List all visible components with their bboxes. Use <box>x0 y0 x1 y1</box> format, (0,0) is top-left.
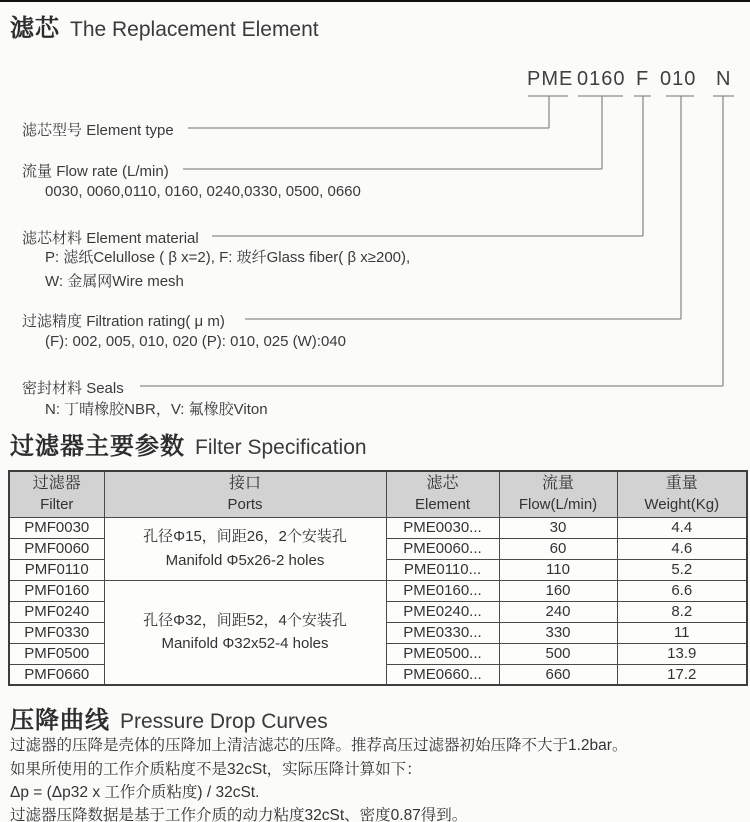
table-row: PMF0500 PME0500... 500 13.9 <box>9 643 747 664</box>
label-element-type: 滤芯型号 Element type <box>22 122 174 139</box>
table-row: PMF0110 PME0110... 110 5.2 <box>9 559 747 580</box>
replacement-element-title <box>10 8 319 43</box>
header-flow: 流量 Flow(L/min) <box>499 471 617 517</box>
table-row: PMF0030 孔径Φ15，间距26，2个安装孔 Manifold Φ5x26-2 holes PME0030... 30 4.4 <box>9 517 747 538</box>
table-row: PMF0330 PME0330... 330 11 <box>9 622 747 643</box>
ports-group-small: 孔径Φ15，间距26，2个安装孔 Manifold Φ5x26-2 holes <box>104 517 386 580</box>
label-seals: 密封材料 Seals <box>22 380 124 397</box>
pressure-note-line3: 过滤器压降数据是基于工作介质的动力粘度32cSt、密度0.87得到。 <box>10 807 468 822</box>
flow-rate-options: 0030, 0060,0110, 0160, 0240,0330, 0500, 0660 <box>45 183 361 200</box>
filtration-rating-options: (F): 002, 005, 010, 020 (P): 010, 025 (W):040 <box>45 333 346 350</box>
code-segment-material: F <box>636 68 650 90</box>
table-row: PMF0160 孔径Φ32，间距52，4个安装孔 Manifold Φ32x52-4 holes PME0160... 160 6.6 <box>9 580 747 601</box>
table-row: PMF0060 PME0060... 60 4.6 <box>9 538 747 559</box>
header-filter: 过滤器 Filter <box>9 471 104 517</box>
material-options-line1: P: 滤纸Celullose ( β x=2), F: 玻纤Glass fiber( β x≥200), <box>45 249 411 266</box>
ports-group-large: 孔径Φ32，间距52，4个安装孔 Manifold Φ32x52-4 holes <box>104 580 386 685</box>
pressure-note-line2: 如果所使用的工作介质粘度不是32cSt，实际压降计算如下： <box>10 761 422 778</box>
header-weight: 重量 Weight(Kg) <box>617 471 747 517</box>
table-header-row <box>9 471 747 517</box>
filter-specification-table <box>8 470 748 686</box>
pressure-drop-title: 压降曲线 Pressure Drop Curves <box>10 707 328 734</box>
code-segment-flow: 0160 <box>577 68 626 90</box>
code-segment-rating: 010 <box>660 68 697 90</box>
title-english: The Replacement Element <box>70 18 319 41</box>
label-filtration-rating: 过滤精度 Filtration rating( μ m) <box>22 313 225 330</box>
pressure-note-line1: 过滤器的压降是壳体的压降加上清洁滤芯的压降。推荐高压过滤器初始压降不大于1.2bar。 <box>10 737 628 754</box>
header-element: 滤芯 Element <box>386 471 499 517</box>
pressure-formula: Δp = (Δp32 x 工作介质粘度) / 32cSt. <box>10 784 260 801</box>
title-chinese: 滤芯 <box>10 15 60 42</box>
page-top-rule <box>0 0 750 2</box>
table-row: PMF0240 PME0240... 240 8.2 <box>9 601 747 622</box>
code-segment-series: PME <box>527 68 574 90</box>
material-options-line2: W: 金属网Wire mesh <box>45 273 184 290</box>
filter-specification-title: 过滤器主要参数 Filter Specification <box>10 433 367 460</box>
label-element-material: 滤芯材料 Element material <box>22 230 199 247</box>
table-row: PMF0660 PME0660... 660 17.2 <box>9 664 747 685</box>
seal-options: N: 丁晴橡胶NBR，V: 氟橡胶Viton <box>45 401 268 418</box>
header-ports: 接口 Ports <box>104 471 386 517</box>
label-flow-rate: 流量 Flow rate (L/min) <box>22 163 169 180</box>
code-segment-seal: N <box>716 68 732 90</box>
